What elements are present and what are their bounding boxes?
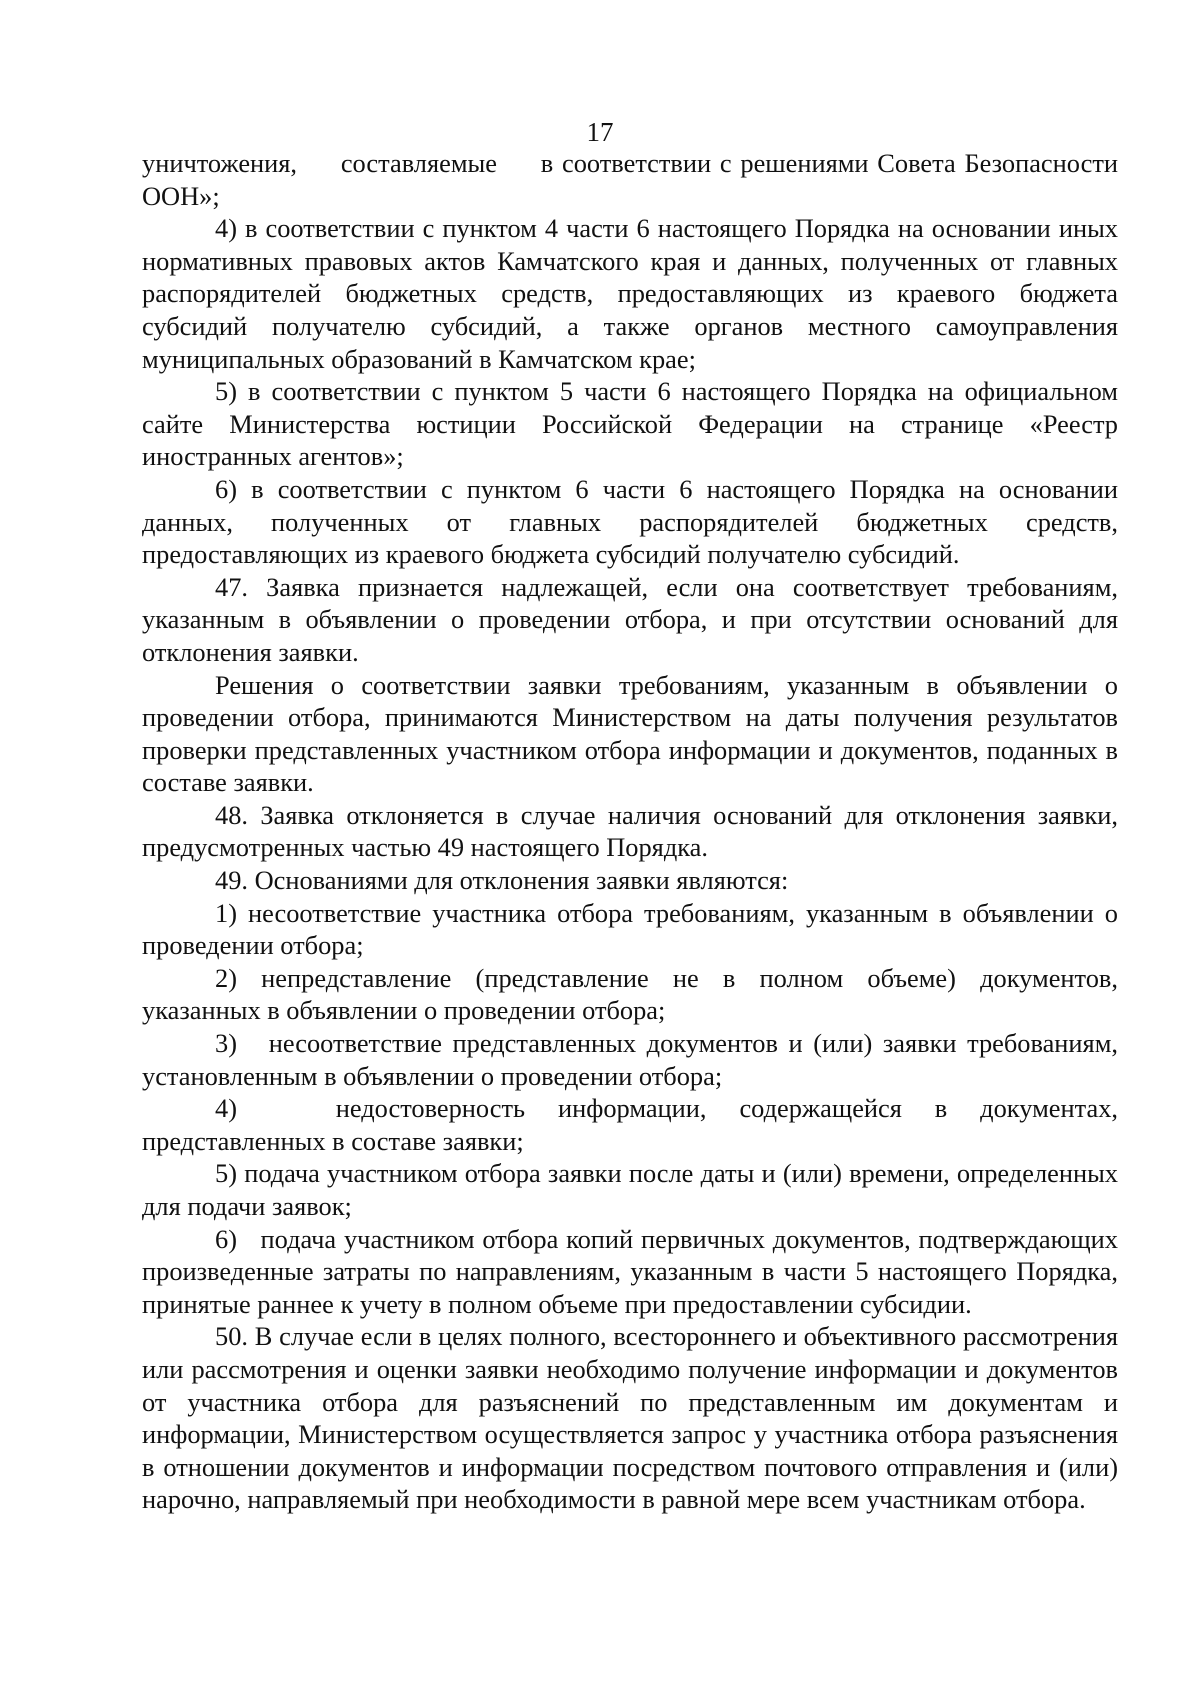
paragraph-clause-49-item-1: 1) несоответствие участника отбора требованиям, указанным в объявлении о проведении отбора; [142, 897, 1118, 961]
paragraph-clause-49-item-6: 6) подача участником отбора копий первичных документов, подтверждающих произведенные затраты по направлениям, указанным в части 5 настоящего Порядка, принятые раннее к учету в полном объеме при предоставлении субсидии. [142, 1223, 1118, 1319]
paragraph-item-6: 6) в соответствии с пунктом 6 части 6 настоящего Порядка на основании данных, полученных от главных распорядителей бюджетных средств, предоставляющих из краевого бюджета субсидий получателю субсидий. [142, 473, 1118, 570]
paragraph-clause-47: 47. Заявка признается надлежащей, если она соответствует требованиям, указанным в объявлении о проведении отбора, и при отсутствии оснований для отклонения заявки. [142, 571, 1118, 667]
paragraph-clause-49-item-4: 4) недостоверность информации, содержащейся в документах, представленных в составе заявки; [142, 1093, 1118, 1156]
paragraph-item-4: 4) в соответствии с пунктом 4 части 6 настоящего Порядка на основании иных нормативных правовых актов Камчатского края и данных, полученных от главных распорядителей бюджетных средств, предоставляющих из краевого бюджета субсидий получателю субсидий, а также органов местного самоуправления муниципальных образований в Камчатском крае; [142, 213, 1118, 374]
paragraph-clause-47-decision: Решения о соответствии заявки требованиям, указанным в объявлении о проведении отбора, принимаются Министерством на даты получения результатов проверки представленных участником отбора информации и документов, поданных в составе заявки. [142, 669, 1118, 798]
document-body [142, 147, 1118, 1516]
paragraph-clause-49: 49. Основаниями для отклонения заявки являются: [215, 865, 789, 896]
paragraph-item-5: 5) в соответствии с пунктом 5 части 6 настоящего Порядка на официальном сайте Министерства юстиции Российской Федерации на странице «Реестр иностранных агентов»; [142, 376, 1118, 472]
paragraph-clause-48: 48. Заявка отклоняется в случае наличия оснований для отклонения заявки, предусмотренных частью 49 настоящего Порядка. [142, 799, 1118, 863]
paragraph-clause-49-item-5: 5) подача участником отбора заявки после даты и (или) времени, определенных для подачи заявок; [142, 1158, 1118, 1221]
page-number: 17 [586, 117, 614, 147]
paragraph-clause-49-item-3: 3) несоответствие представленных документов и (или) заявки требованиям, установленным в объявлении о проведении отбора; [142, 1028, 1118, 1091]
paragraph-continuation: уничтожения, составляемые в соответствии с решениями Совета Безопасности ООН»; [142, 148, 1118, 211]
paragraph-clause-49-item-2: 2) непредставление (представление не в полном объеме) документов, указанных в объявлении о проведении отбора; [142, 962, 1118, 1026]
paragraph-clause-50: 50. В случае если в целях полного, всестороннего и объективного рассмотрения или рассмотрения и оценки заявки необходимо получение информации и документов от участника отбора для разъяснений по представленным им документам и информации, Министерством осуществляется запрос у участника отбора разъяснения в отношении документов и информации посредством почтового отправления и (или) нарочно, направляемый при необходимости в равной мере всем участникам отбора. [142, 1321, 1118, 1515]
